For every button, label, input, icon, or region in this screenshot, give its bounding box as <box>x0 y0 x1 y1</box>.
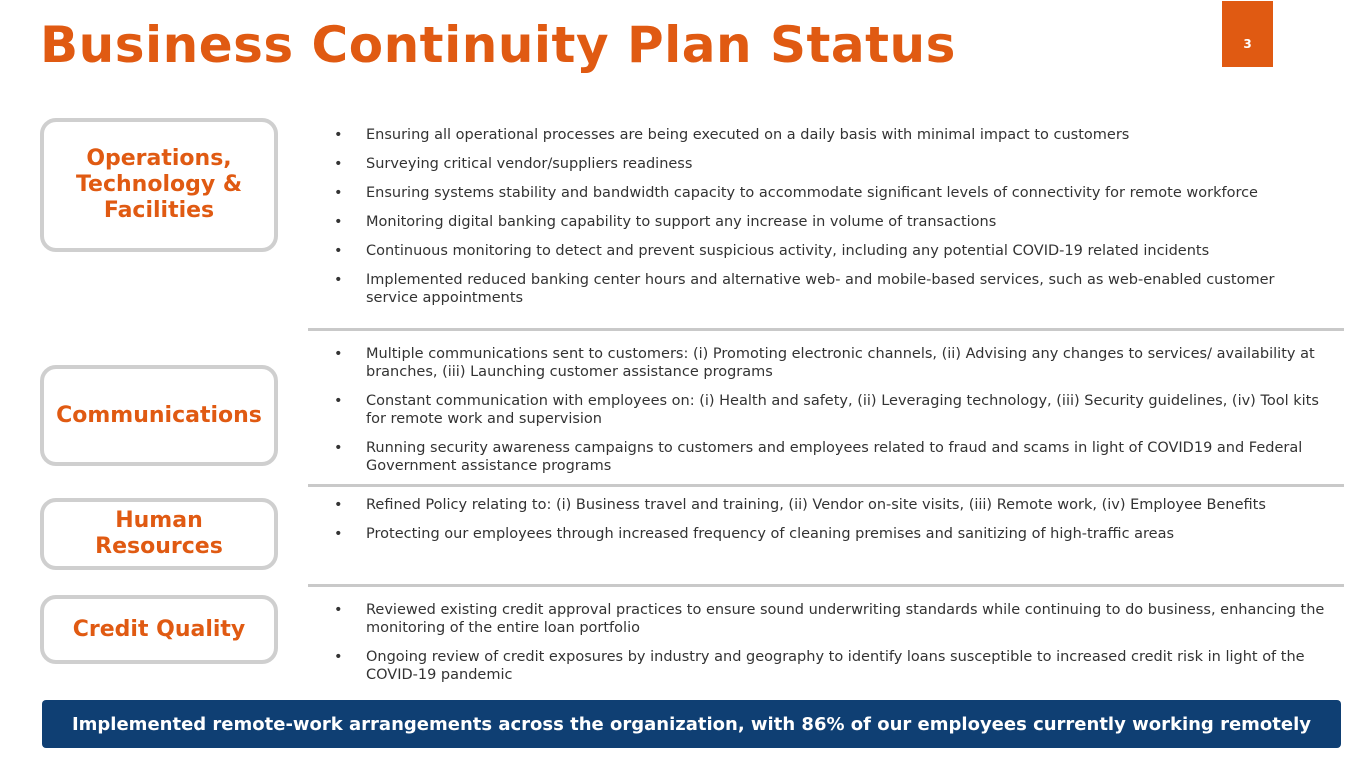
bullet-item: • Continuous monitoring to detect and prevent suspicious activity, including any potential COVID-19 related incidents <box>330 242 1330 260</box>
bullet-list-human-resources <box>330 496 1330 554</box>
bullet-item: • Reviewed existing credit approval practices to ensure sound underwriting standards while continuing to do business, enhancing the monitoring of the entire loan portfolio <box>330 601 1330 637</box>
section-label-credit-quality <box>40 595 278 664</box>
section-label-text: Human Resources <box>95 508 223 559</box>
section-label-communications <box>40 365 278 466</box>
section-divider <box>308 584 1344 587</box>
page-number: 3 <box>1222 1 1273 67</box>
bullet-item: • Ensuring all operational processes are being executed on a daily basis with minimal impact to customers <box>330 126 1330 144</box>
bullet-item: • Multiple communications sent to customers: (i) Promoting electronic channels, (ii) Advising any changes to services/ availability at branches, (iii) Launching customer assistance programs <box>330 345 1330 381</box>
summary-banner: Implemented remote-work arrangements across the organization, with 86% of our employees currently working remotely <box>42 700 1341 748</box>
bullet-item: • Running security awareness campaigns to customers and employees related to fraud and scams in light of COVID19 and Federal Government assistance programs <box>330 439 1330 475</box>
bullet-item: • Ongoing review of credit exposures by industry and geography to identify loans susceptible to increased credit risk in light of the COVID-19 pandemic <box>330 648 1330 684</box>
section-label-text: Communications <box>56 402 262 428</box>
bullet-item: • Constant communication with employees on: (i) Health and safety, (ii) Leveraging technology, (iii) Security guidelines, (iv) Tool kits for remote work and supervision <box>330 392 1330 428</box>
bullet-item: • Implemented reduced banking center hours and alternative web- and mobile-based services, such as web-enabled customer service appointments <box>330 271 1330 307</box>
bullet-list-operations <box>330 126 1330 318</box>
section-label-human-resources <box>40 498 278 570</box>
bullet-list-credit-quality <box>330 601 1330 695</box>
section-label-operations <box>40 118 278 252</box>
bullet-item: • Ensuring systems stability and bandwidth capacity to accommodate significant levels of connectivity for remote workforce <box>330 184 1330 202</box>
bullet-item: • Protecting our employees through increased frequency of cleaning premises and sanitizing of high-traffic areas <box>330 525 1330 543</box>
bullet-item: • Refined Policy relating to: (i) Business travel and training, (ii) Vendor on-site visits, (iii) Remote work, (iv) Employee Benefits <box>330 496 1330 514</box>
section-label-text: Credit Quality <box>72 616 246 642</box>
page-title: Business Continuity Plan Status <box>40 16 956 74</box>
section-label-text: Operations, Technology & Facilities <box>75 146 243 223</box>
section-divider <box>308 484 1344 487</box>
bullet-list-communications <box>330 345 1330 486</box>
section-divider <box>308 328 1344 331</box>
bullet-item: • Monitoring digital banking capability to support any increase in volume of transactions <box>330 213 1330 231</box>
bullet-item: • Surveying critical vendor/suppliers readiness <box>330 155 1330 173</box>
